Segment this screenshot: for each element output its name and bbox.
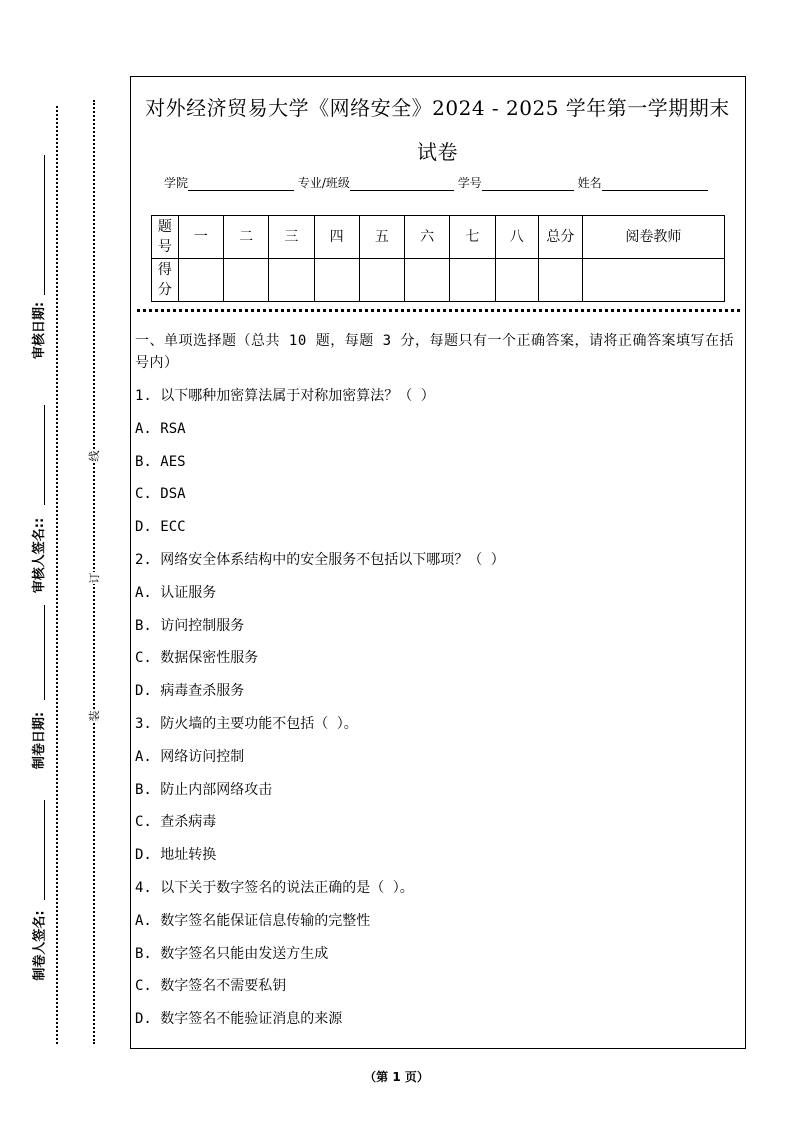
binding-dotted-line-outer xyxy=(56,106,58,1044)
student-info-row xyxy=(164,174,708,191)
question-2: 2. 网络安全体系结构中的安全服务不包括以下哪项？（ ） xyxy=(135,551,505,568)
score-table-score-row xyxy=(152,259,725,302)
score-cell[interactable] xyxy=(495,259,539,302)
score-row-label: 得分 xyxy=(152,259,179,302)
score-cell[interactable] xyxy=(405,259,450,302)
page-number: （第 1 页） xyxy=(364,1070,429,1084)
make-date-label: 制卷日期: xyxy=(32,711,48,769)
question-content xyxy=(135,330,740,1036)
review-date-line xyxy=(44,155,45,295)
score-table xyxy=(151,215,725,302)
major-label: 专业/班级 xyxy=(297,176,350,190)
score-header-cell: 四 xyxy=(314,216,359,259)
score-cell[interactable] xyxy=(450,259,495,302)
score-header-cell: 五 xyxy=(359,216,404,259)
option-line: A. RSA xyxy=(135,420,186,437)
score-header-cell: 三 xyxy=(269,216,314,259)
question-3: 3. 防火墙的主要功能不包括（ ）。 xyxy=(135,715,358,732)
score-cell[interactable] xyxy=(224,259,269,302)
section-1-title: 一、单项选择题（总共 10 题，每题 3 分，每题只有一个正确答案，请将正确答案填写在括号内） xyxy=(135,333,734,371)
score-header-cell: 二 xyxy=(224,216,269,259)
major-field[interactable] xyxy=(350,177,454,191)
score-cell[interactable] xyxy=(269,259,314,302)
score-header-cell: 阅卷教师 xyxy=(582,216,724,259)
option-line: D. 病毒查杀服务 xyxy=(135,683,245,700)
option-line: D. 数字签名不能验证消息的来源 xyxy=(135,1011,343,1028)
score-header-cell: 总分 xyxy=(539,216,583,259)
student-id-field[interactable] xyxy=(482,177,574,191)
college-label: 学院 xyxy=(164,176,189,190)
score-header-cell: 七 xyxy=(450,216,495,259)
option-line: C. DSA xyxy=(135,486,186,503)
bind-char-zhuang: 装 xyxy=(88,710,101,722)
bind-char-xian: 线 xyxy=(88,450,101,462)
option-line: D. ECC xyxy=(135,519,186,536)
reviewer-sign-label: 审核人签名:: xyxy=(32,517,48,593)
maker-sign-label: 制卷人签名: xyxy=(32,909,48,981)
option-line: D. 地址转换 xyxy=(135,847,217,864)
option-line: A. 网络访问控制 xyxy=(135,748,245,765)
name-label: 姓名 xyxy=(577,176,602,190)
option-line: B. AES xyxy=(135,453,186,470)
option-line: B. 访问控制服务 xyxy=(135,617,245,634)
bind-char-ding: 订 xyxy=(88,572,101,584)
option-line: C. 数据保密性服务 xyxy=(135,650,259,667)
score-header-cell: 八 xyxy=(495,216,539,259)
score-cell[interactable] xyxy=(359,259,404,302)
question-1: 1. 以下哪种加密算法属于对称加密算法？（ ） xyxy=(135,388,435,404)
option-line: B. 防止内部网络攻击 xyxy=(135,781,273,798)
option-line: C. 数字签名不需要私钥 xyxy=(135,978,287,995)
score-cell[interactable] xyxy=(539,259,583,302)
option-line: A. 认证服务 xyxy=(135,584,217,601)
college-field[interactable] xyxy=(188,177,294,191)
score-header-cell: 题号 xyxy=(152,216,179,259)
score-cell[interactable] xyxy=(178,259,223,302)
make-date-line xyxy=(44,605,45,700)
review-date-label: 审核日期: xyxy=(32,301,48,359)
reviewer-sign-line xyxy=(44,405,45,505)
score-table-header-row xyxy=(152,216,725,259)
score-header-cell: 一 xyxy=(178,216,223,259)
name-field[interactable] xyxy=(602,177,708,191)
option-line: A. 数字签名能保证信息传输的完整性 xyxy=(135,912,371,929)
student-id-label: 学号 xyxy=(457,176,482,190)
section-separator xyxy=(137,309,740,312)
option-line: B. 数字签名只能由发送方生成 xyxy=(135,945,329,962)
question-4: 4. 以下关于数字签名的说法正确的是（ ）。 xyxy=(135,879,414,896)
score-cell[interactable] xyxy=(314,259,359,302)
exam-title: 对外经济贸易大学《网络安全》2024 - 2025 学年第一学期期末试卷 xyxy=(145,96,730,164)
score-header-cell: 六 xyxy=(405,216,450,259)
maker-sign-line xyxy=(44,800,45,900)
score-cell[interactable] xyxy=(582,259,724,302)
option-line: C. 查杀病毒 xyxy=(135,814,217,831)
